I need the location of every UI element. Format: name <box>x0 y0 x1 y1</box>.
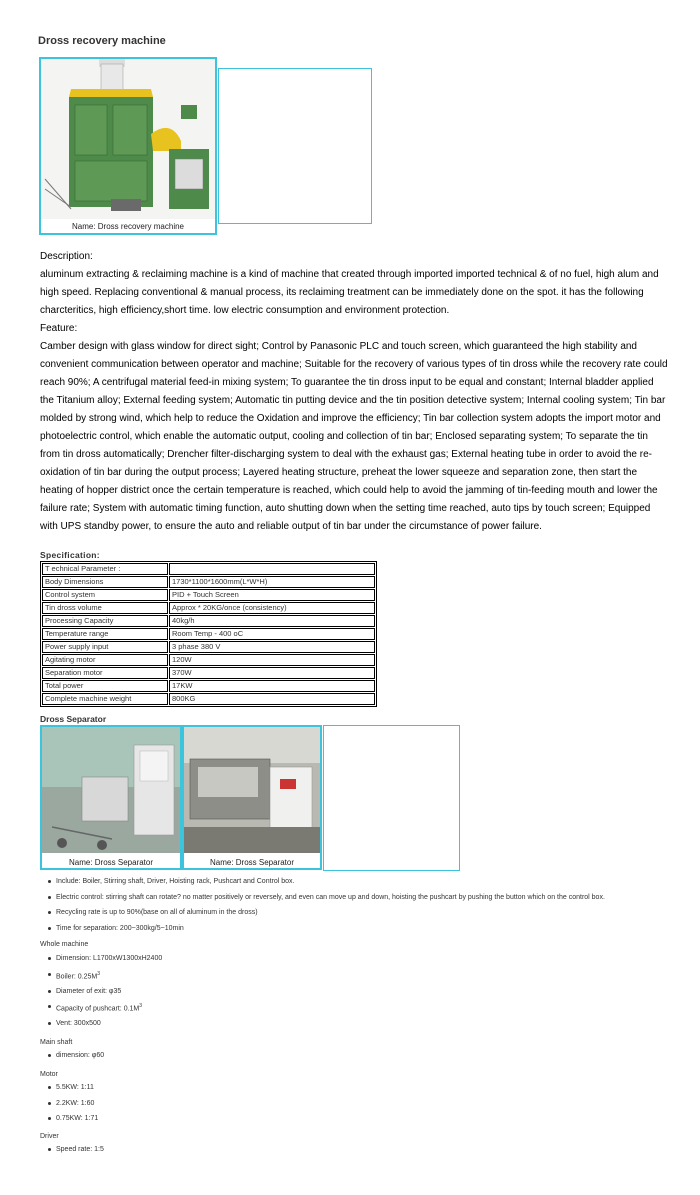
spec-label-cell: Separation motor <box>42 667 168 679</box>
spec-value-cell <box>169 563 375 575</box>
list-item: Recycling rate is up to 90%(base on all of aluminum in the dross) <box>48 905 605 921</box>
spec-label-cell: Control system <box>42 589 168 601</box>
spec-value-cell: 1730*1100*1600mm(L*W*H) <box>169 576 375 588</box>
specification-table <box>40 561 377 707</box>
empty-image-frame <box>323 725 460 871</box>
table-row <box>42 667 375 679</box>
group-heading-motor: Motor <box>40 1071 58 1078</box>
spec-value-cell: 3 phase 380 V <box>169 641 375 653</box>
specification-title: Specification: <box>40 550 100 560</box>
main-shaft-list <box>40 1048 104 1064</box>
feature-text: Camber design with glass window for direct sight; Control by Panasonic PLC and touch screen, which guaranteed the high stability and convenient communication between operator and machine; Suitable for the recovery of various types of tin dross while the recovery rate could reach 90%; A centrifugal material feed-in mixing system; To guarantee the tin dross input to be equal and constant; Internal bladder applied the Titanium alloy; External feeding system; Automatic tin putting device and the tin position detective system; Internal cooling system; Tin bar molded by strong wind, which help to reduce the Oxidation and improve the efficiency; Tin bar collection system adopts the import motor and photoelectric control, which enable the automatic output, cooling and collection of tin bar; Enclosed separating system; To separate the tin from tin dross automatically; Drencher filter-discharging system to deal with the exhaust gas; External heating tube in order to avoid the re-oxidation of tin bar during the output process; Layered heating structure, preheat the lower squeeze and separation zone, then start the heating of hopper district once the certain temperature is reached, which could help to avoid the jamming of tin-feeding mouth and lower the failure rate; System with automatic timing function, auto shutting down when the setting time reached, auto tips by touch screen; Equipped with UPS standby power, to ensure the auto and reliable output of tin bar under the circumstance of power failure. <box>40 341 668 532</box>
spec-label-cell: Temperature range <box>42 628 168 640</box>
description-heading: Description: <box>40 251 93 262</box>
description-section <box>40 248 670 536</box>
table-row <box>42 589 375 601</box>
list-item: Time for separation: 200~300kg/5~10min <box>48 921 605 937</box>
table-row <box>42 602 375 614</box>
list-item: Capacity of pushcart: $0.1M^3$ <box>48 999 162 1016</box>
dross-separator-image <box>184 727 320 853</box>
spec-value-cell: PID + Touch Screen <box>169 589 375 601</box>
list-item: Boiler: $0.25M^3$ <box>48 967 162 984</box>
separator-image-frame-2[interactable] <box>182 725 322 870</box>
table-row <box>42 641 375 653</box>
table-row <box>42 563 375 575</box>
list-item: Electric control: stirring shaft can rotate? no matter positively or reversely, and even can move up and down, hoisting the pushcart by pushing the button which on the control box. <box>48 890 605 906</box>
spec-value-cell: 17KW <box>169 680 375 692</box>
spec-value-cell: 800KG <box>169 693 375 705</box>
spec-label-cell: Body Dimensions <box>42 576 168 588</box>
list-item: 0.75KW: 1:71 <box>48 1111 98 1127</box>
list-item: Diameter of exit: φ35 <box>48 984 162 1000</box>
group-heading-main-shaft: Main shaft <box>40 1039 73 1046</box>
list-item: dimension: φ60 <box>48 1048 104 1064</box>
spec-value-cell: 370W <box>169 667 375 679</box>
table-row <box>42 654 375 666</box>
list-item: Vent: 300x500 <box>48 1016 162 1032</box>
separator-image-frame-1[interactable] <box>40 725 182 870</box>
table-row <box>42 680 375 692</box>
spec-value-cell: Approx * 20KG/once (consistency) <box>169 602 375 614</box>
feature-heading: Feature: <box>40 323 78 334</box>
dross-separator-image <box>42 727 180 853</box>
separator-image-caption-2: Name: Dross Separator <box>209 858 295 867</box>
separator-feature-list <box>40 874 605 936</box>
spec-label-cell: Tin dross volume <box>42 602 168 614</box>
dross-recovery-machine-image <box>41 59 215 219</box>
group-heading-whole-machine: Whole machine <box>40 941 89 948</box>
spec-value-cell: 120W <box>169 654 375 666</box>
table-row <box>42 576 375 588</box>
group-heading-driver: Driver <box>40 1133 59 1140</box>
spec-label-cell: Processing Capacity <box>42 615 168 627</box>
list-item: Include: Boiler, Stirring shaft, Driver, Hoisting rack, Pushcart and Control box. <box>48 874 605 890</box>
product-image-caption: Name: Dross recovery machine <box>71 222 185 231</box>
driver-list <box>40 1142 104 1158</box>
list-item: 5.5KW: 1:11 <box>48 1080 98 1096</box>
table-row <box>42 693 375 705</box>
spec-value-cell: Room Temp - 400 oC <box>169 628 375 640</box>
list-item: Dimension: L1700xW1300xH2400 <box>48 951 162 967</box>
description-text: aluminum extracting & reclaiming machine is a kind of machine that created through imported imported technical & of no fuel, high alum and high speed. Replacing conventional & manual process, its reclaiming treatment can be immediately done on the spot. it has the following charcteritics, high efficiency,short time. low electric consumption and environment protection. <box>40 269 659 316</box>
dross-separator-title: Dross Separator <box>40 714 107 724</box>
spec-label-cell: T echnical Parameter : <box>42 563 168 575</box>
spec-label-cell: Total power <box>42 680 168 692</box>
table-row <box>42 628 375 640</box>
list-item: 2.2KW: 1:60 <box>48 1096 98 1112</box>
list-item: Speed rate: 1:5 <box>48 1142 104 1158</box>
table-row <box>42 615 375 627</box>
empty-image-frame <box>218 68 372 224</box>
whole-machine-list <box>40 951 162 1032</box>
spec-label-cell: Power supply input <box>42 641 168 653</box>
page-title: Dross recovery machine <box>38 35 166 47</box>
product-image-frame[interactable] <box>39 57 217 235</box>
spec-label-cell: Agitating motor <box>42 654 168 666</box>
spec-value-cell: 40kg/h <box>169 615 375 627</box>
spec-label-cell: Complete machine weight <box>42 693 168 705</box>
separator-image-caption-1: Name: Dross Separator <box>68 858 154 867</box>
motor-list <box>40 1080 98 1127</box>
